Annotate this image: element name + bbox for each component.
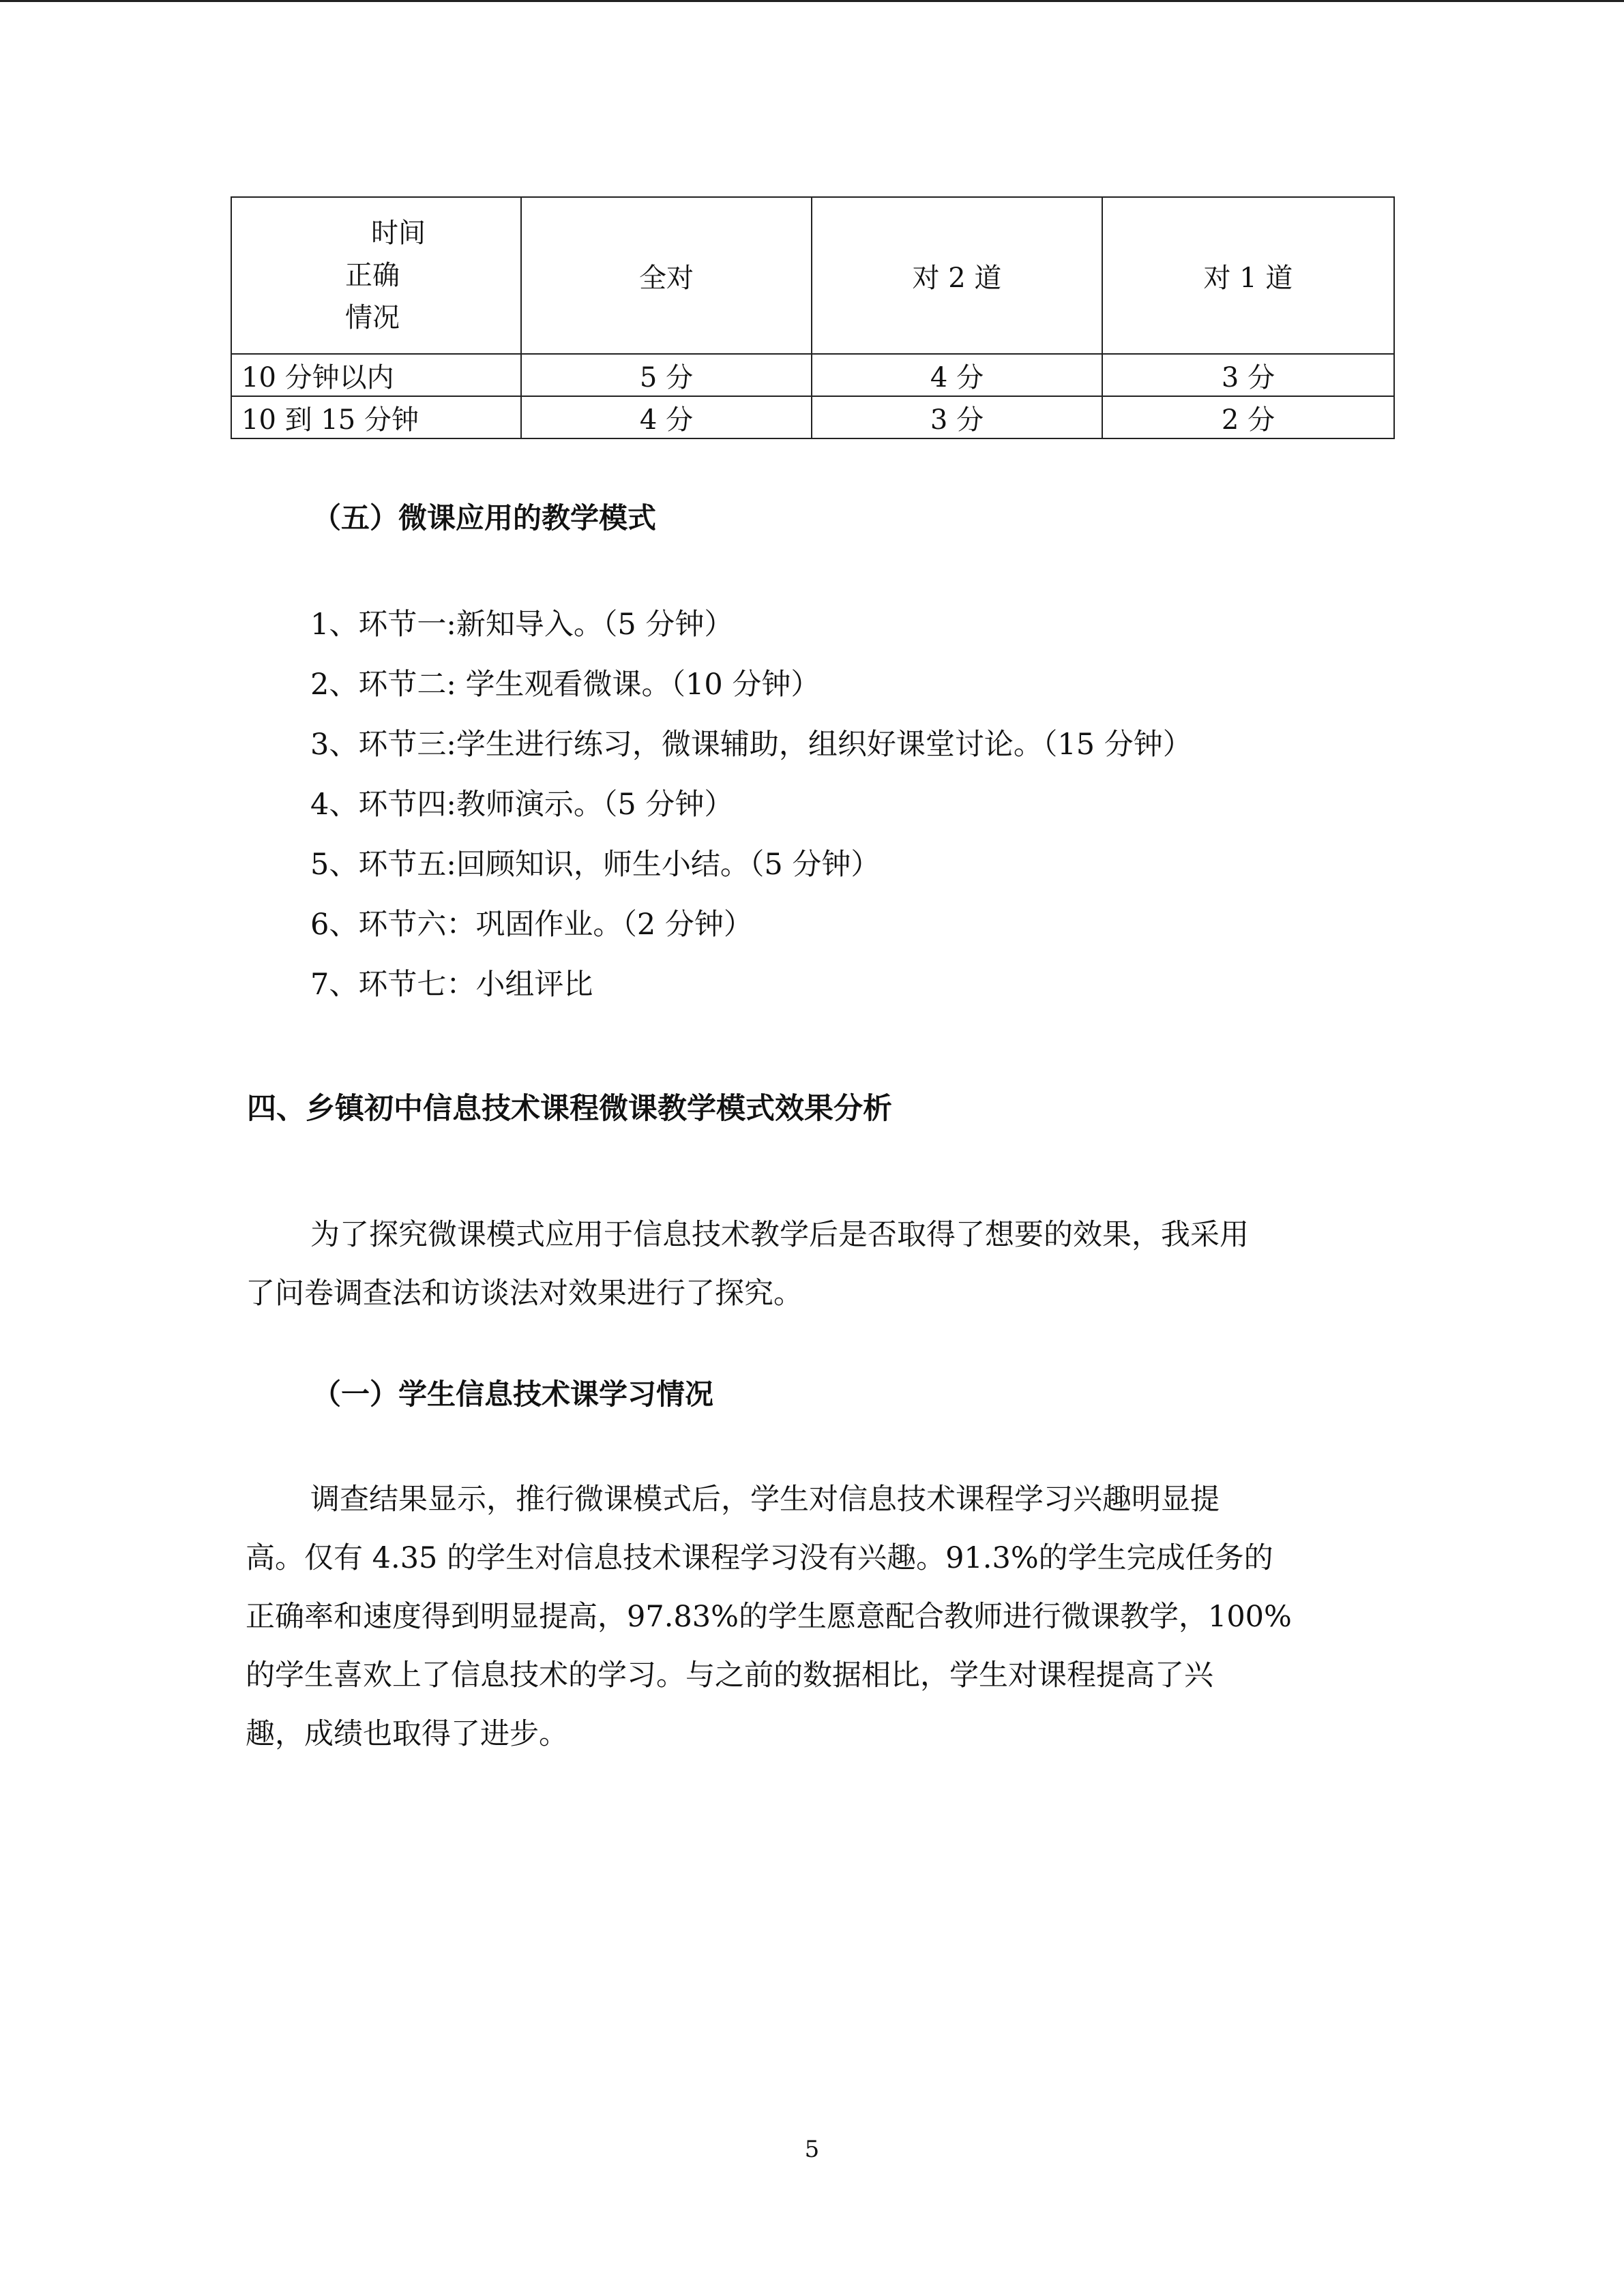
list-item: 2、环节二: 学生观看微课。（10 分钟）: [310, 668, 821, 702]
section-4-heading: 四、乡镇初中信息技术课程微课教学模式效果分析: [247, 1092, 892, 1126]
table-cell: 4 分: [521, 396, 812, 438]
table-row-label: 10 到 15 分钟: [231, 396, 521, 438]
paragraph-line: 调查结果显示，推行微课模式后，学生对信息技术课程学习兴趣明显提: [310, 1482, 1220, 1517]
paragraph-line: 的学生喜欢上了信息技术的学习。与之前的数据相比，学生对课程提高了兴: [246, 1658, 1213, 1693]
page-number: 5: [804, 2136, 820, 2163]
findings-paragraph: [246, 1470, 1364, 1763]
corner-line-time: 时间: [371, 218, 426, 249]
table-header-cell: 对 2 道: [812, 197, 1102, 354]
intro-paragraph: [246, 1206, 1364, 1323]
table-corner-cell: [231, 197, 521, 354]
subsection-1-heading: （一）学生信息技术课学习情况: [312, 1377, 714, 1411]
list-item: 3、环节三:学生进行练习，微课辅助，组织好课堂讨论。（15 分钟）: [310, 728, 1192, 762]
paragraph-line: 高。仅有 4.35 的学生对信息技术课程学习没有兴趣。91.3%的学生完成任务的: [246, 1541, 1273, 1575]
list-item: 1、环节一:新知导入。（5 分钟）: [310, 608, 734, 642]
table-header-cell: 全对: [521, 197, 812, 354]
list-item: 5、环节五:回顾知识，师生小结。（5 分钟）: [310, 848, 881, 882]
list-item: 7、环节七：小组评比: [310, 968, 593, 1002]
table-cell: 3 分: [812, 396, 1102, 438]
table-row: [231, 354, 1394, 396]
section-5-heading: （五）微课应用的教学模式: [312, 501, 657, 535]
list-item: 4、环节四:教师演示。（5 分钟）: [310, 788, 734, 822]
paragraph-line: 趣，成绩也取得了进步。: [246, 1717, 568, 1751]
table-header-row: [231, 197, 1394, 354]
table-row: [231, 396, 1394, 438]
table-header-cell: 对 1 道: [1102, 197, 1394, 354]
corner-line-situation: 情况: [345, 302, 400, 333]
table-cell: 2 分: [1102, 396, 1394, 438]
table-row-label: 10 分钟以内: [231, 354, 521, 396]
paragraph-line: 正确率和速度得到明显提高，97.83%的学生愿意配合教师进行微课教学，100%: [246, 1600, 1292, 1634]
top-border-line: [0, 0, 1624, 2]
score-table: [231, 196, 1395, 439]
corner-line-correct: 正确: [345, 260, 400, 291]
paragraph-line: 为了探究微课模式应用于信息技术教学后是否取得了想要的效果，我采用: [310, 1218, 1249, 1252]
list-item: 6、环节六：巩固作业。（2 分钟）: [310, 908, 753, 942]
paragraph-line: 了问卷调查法和访谈法对效果进行了探究。: [246, 1277, 803, 1311]
table-cell: 5 分: [521, 354, 812, 396]
table-cell: 4 分: [812, 354, 1102, 396]
table-cell: 3 分: [1102, 354, 1394, 396]
